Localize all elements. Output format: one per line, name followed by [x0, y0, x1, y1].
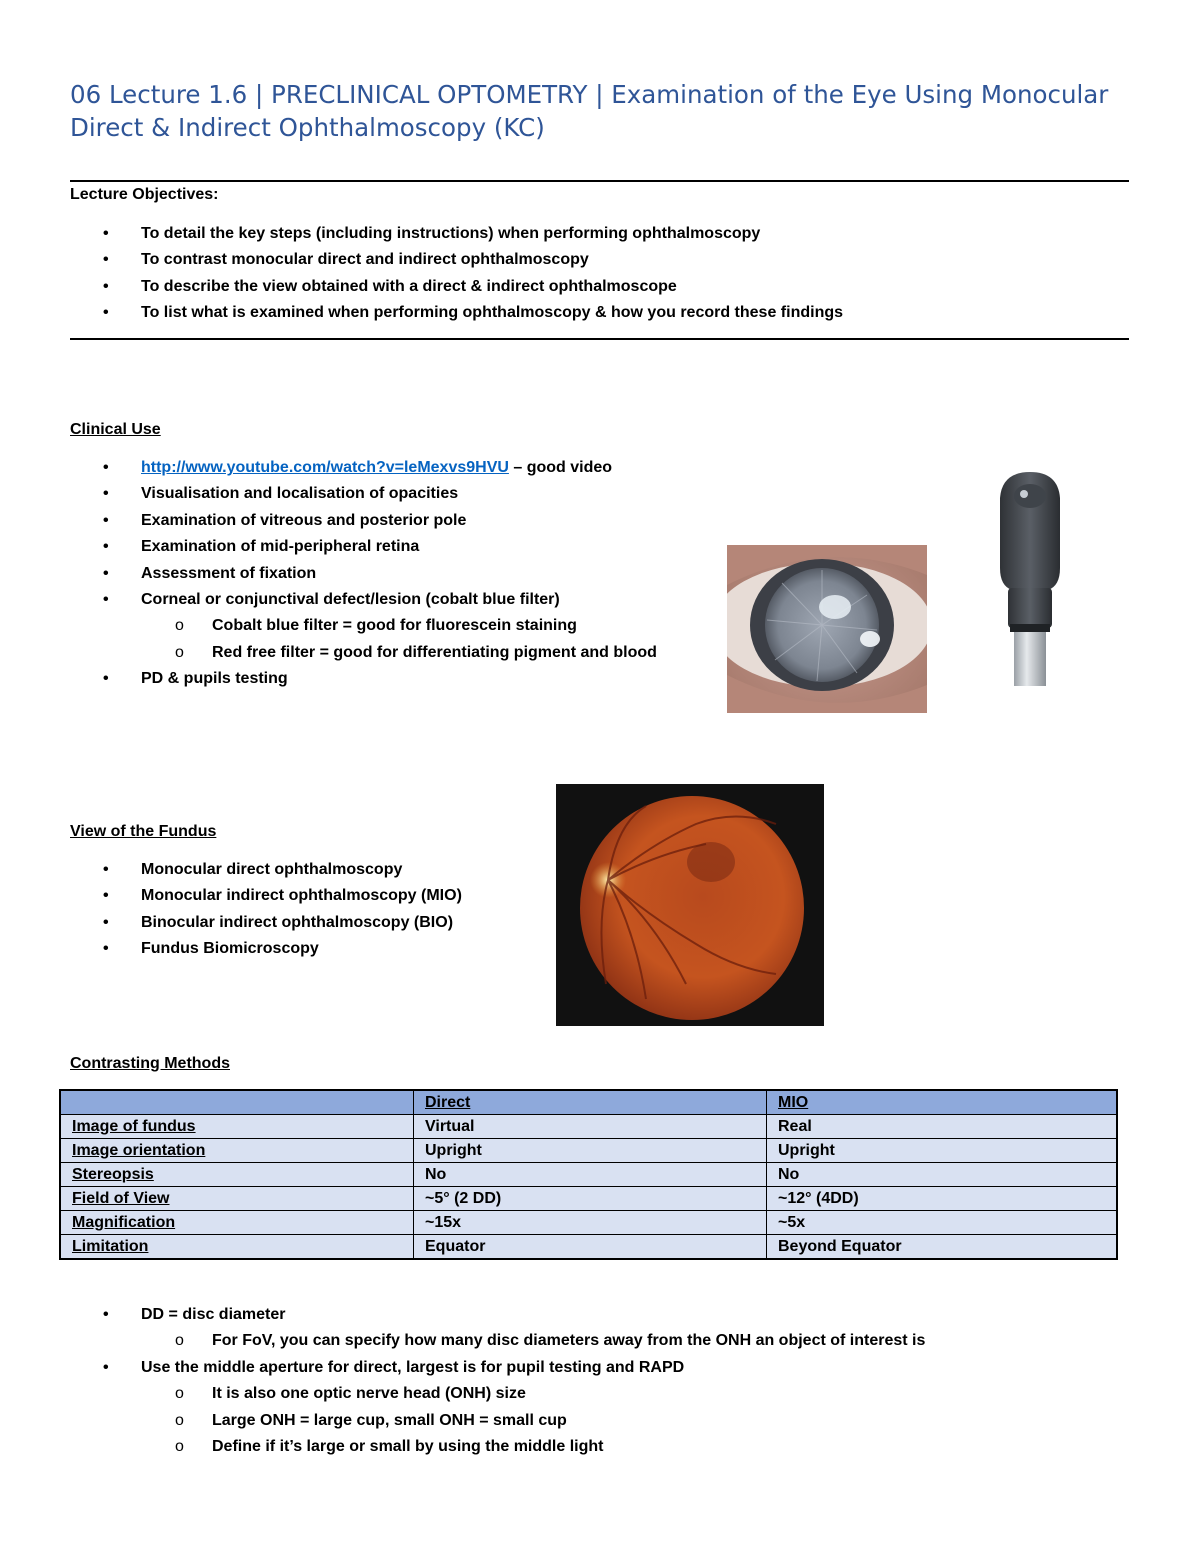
table-row	[60, 1187, 1117, 1211]
ophthalmoscope-photo	[990, 468, 1068, 686]
table-row-label: Stereopsis	[60, 1163, 414, 1187]
list-item: • PD & pupils testing	[70, 666, 657, 692]
contrasting-heading: Contrasting Methods	[70, 1055, 230, 1072]
youtube-link[interactable]: http://www.youtube.com/watch?v=leMexvs9HVU	[141, 459, 509, 476]
table-row	[60, 1139, 1117, 1163]
table-row-label: Field of View	[60, 1187, 414, 1211]
page-title: 06 Lecture 1.6 | PRECLINICAL OPTOMETRY | Examination of the Eye Using Monocular Direct & Indirect Ophthalmoscopy (KC)	[70, 80, 1109, 142]
list-subitem: o Large ONH = large cup, small ONH = small cup	[70, 1408, 925, 1434]
list-item: • Corneal or conjunctival defect/lesion (cobalt blue filter)	[70, 587, 657, 613]
list-item: • DD = disc diameter	[70, 1302, 925, 1328]
list-subitem: o Define if it’s large or small by using the middle light	[70, 1434, 925, 1460]
table-row-label: Limitation	[60, 1235, 414, 1260]
list-subitem: o Red free filter = good for differentiating pigment and blood	[70, 640, 657, 666]
table-row-label: Magnification	[60, 1211, 414, 1235]
table-cell: ~5° (2 DD)	[414, 1187, 767, 1211]
table-cell: Virtual	[414, 1115, 767, 1139]
table-cell: ~5x	[767, 1211, 1118, 1235]
list-subitem: o For FoV, you can specify how many disc diameters away from the ONH an object of interest is	[70, 1328, 925, 1354]
list-item: • To detail the key steps (including instructions) when performing ophthalmoscopy	[70, 221, 843, 247]
table-row	[60, 1235, 1117, 1260]
list-subitem: o It is also one optic nerve head (ONH) size	[70, 1381, 925, 1407]
table-cell: No	[414, 1163, 767, 1187]
clinical-use-list	[70, 455, 657, 693]
list-item: • Binocular indirect ophthalmoscopy (BIO)	[70, 910, 462, 936]
notes-list	[70, 1302, 925, 1460]
view-fundus-heading: View of the Fundus	[70, 823, 217, 840]
list-item: • Assessment of fixation	[70, 561, 657, 587]
table-row	[60, 1211, 1117, 1235]
table-row-label: Image orientation	[60, 1139, 414, 1163]
table-cell: Equator	[414, 1235, 767, 1260]
list-subitem: o Cobalt blue filter = good for fluorescein staining	[70, 613, 657, 639]
table-cell: ~15x	[414, 1211, 767, 1235]
table-cell: Upright	[414, 1139, 767, 1163]
list-item: • Monocular indirect ophthalmoscopy (MIO)	[70, 883, 462, 909]
table-header-cell: MIO	[767, 1090, 1118, 1115]
table-cell: No	[767, 1163, 1118, 1187]
list-item: • Monocular direct ophthalmoscopy	[70, 857, 462, 883]
table-header-row	[60, 1090, 1117, 1115]
fundus-photo	[556, 784, 824, 1026]
table-header-cell	[60, 1090, 414, 1115]
eye-closeup-photo	[727, 545, 927, 713]
list-item	[70, 455, 657, 481]
table-row	[60, 1115, 1117, 1139]
table-cell: Upright	[767, 1139, 1118, 1163]
table-cell: ~12° (4DD)	[767, 1187, 1118, 1211]
list-item: • To list what is examined when performing ophthalmoscopy & how you record these findings	[70, 300, 843, 326]
list-item: • Fundus Biomicroscopy	[70, 936, 462, 962]
table-cell: Real	[767, 1115, 1118, 1139]
list-item: • Visualisation and localisation of opacities	[70, 481, 657, 507]
divider-top	[70, 180, 1129, 182]
list-item: • Examination of vitreous and posterior pole	[70, 508, 657, 534]
table-row-label: Image of fundus	[60, 1115, 414, 1139]
list-item: • Use the middle aperture for direct, largest is for pupil testing and RAPD	[70, 1355, 925, 1381]
list-item: • To describe the view obtained with a direct & indirect ophthalmoscope	[70, 274, 843, 300]
clinical-use-heading: Clinical Use	[70, 421, 161, 438]
table-row	[60, 1163, 1117, 1187]
link-suffix: – good video	[508, 459, 613, 476]
comparison-table	[59, 1089, 1118, 1260]
view-fundus-list	[70, 857, 462, 963]
divider-bottom	[70, 338, 1129, 340]
objectives-heading: Lecture Objectives:	[70, 186, 219, 203]
list-item: • Examination of mid-peripheral retina	[70, 534, 657, 560]
objectives-list	[70, 221, 843, 327]
table-cell: Beyond Equator	[767, 1235, 1118, 1260]
list-item: • To contrast monocular direct and indirect ophthalmoscopy	[70, 247, 843, 273]
table-header-cell: Direct	[414, 1090, 767, 1115]
